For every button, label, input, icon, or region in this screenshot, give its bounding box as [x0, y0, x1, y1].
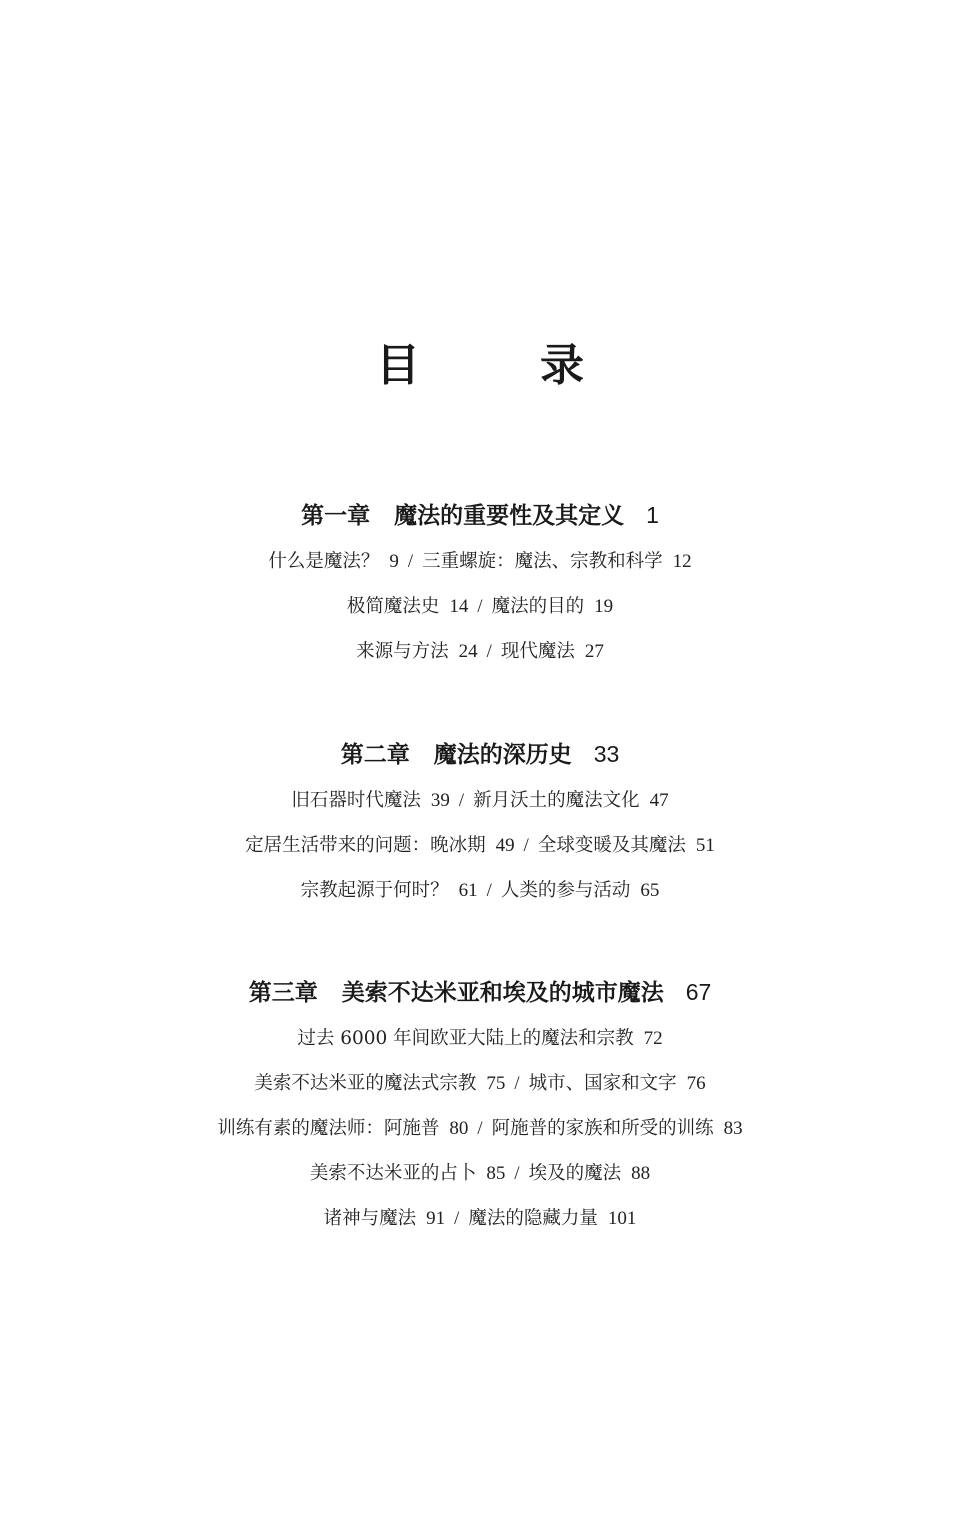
toc-entry-line	[0, 637, 960, 667]
section-page-number: 49	[495, 835, 515, 856]
entry-separator: /	[486, 642, 492, 662]
section-page-number: 51	[695, 835, 715, 856]
toc-entry-line	[0, 876, 960, 906]
section-title: 城市、国家和文字	[528, 1073, 677, 1094]
section-page-number: 9	[389, 551, 399, 572]
section-page-number: 19	[594, 596, 614, 617]
section-title: 阿施普的家族和所受的训练	[491, 1118, 714, 1139]
section-page-number: 61	[458, 880, 478, 901]
section-title: 美索不达米亚的占卜	[309, 1163, 477, 1184]
entry-separator: /	[477, 597, 483, 617]
section-page-number: 80	[449, 1118, 469, 1139]
section-title: 过去 6000 年间欧亚大陆上的魔法和宗教	[297, 1028, 634, 1049]
chapter-3	[0, 976, 960, 1234]
section-title: 美索不达米亚的魔法式宗教	[254, 1073, 477, 1094]
entry-separator: /	[523, 836, 529, 856]
section-title: 宗教起源于何时？	[300, 880, 449, 901]
section-title: 诸神与魔法	[323, 1208, 417, 1229]
toc-entry-line	[0, 831, 960, 861]
section-title: 什么是魔法？	[268, 551, 380, 572]
section-page-number: 24	[458, 641, 478, 662]
section-title: 来源与方法	[356, 641, 449, 662]
section-page-number: 65	[640, 880, 660, 901]
chapter-1	[0, 499, 960, 667]
entry-separator: /	[486, 881, 492, 901]
toc-entry-line	[0, 1114, 960, 1144]
section-page-number: 14	[449, 596, 469, 617]
section-page-number: 85	[486, 1163, 506, 1184]
entry-separator: /	[477, 1119, 483, 1139]
chapter-entries	[0, 1024, 960, 1234]
chapter-number: 第二章	[340, 742, 410, 768]
section-title: 现代魔法	[500, 641, 575, 662]
section-title: 极简魔法史	[346, 596, 440, 617]
section-page-number: 91	[426, 1208, 446, 1229]
section-page-number: 75	[486, 1073, 506, 1094]
section-title: 旧石器时代魔法	[291, 790, 421, 811]
section-title: 魔法的目的	[491, 596, 585, 617]
chapter-page-number: 33	[593, 741, 620, 767]
section-title: 人类的参与活动	[500, 880, 631, 901]
toc-entry-line	[0, 1024, 960, 1054]
section-page-number: 88	[631, 1163, 651, 1184]
section-title: 全球变暖及其魔法	[537, 835, 686, 856]
chapter-heading	[0, 976, 960, 1008]
toc-entry-line	[0, 1204, 960, 1234]
chapter-entries	[0, 786, 960, 906]
section-title: 训练有素的魔法师：阿施普	[217, 1118, 440, 1139]
section-title: 新月沃土的魔法文化	[473, 790, 640, 811]
section-title: 定居生活带来的问题：晚冰期	[245, 835, 486, 856]
chapter-number: 第三章	[248, 980, 318, 1006]
section-page-number: 101	[607, 1208, 637, 1229]
section-title: 三重螺旋：魔法、宗教和科学	[422, 551, 663, 572]
toc-entry-line	[0, 592, 960, 622]
entry-separator: /	[514, 1074, 520, 1094]
chapter-number: 第一章	[301, 503, 371, 529]
chapter-entries	[0, 547, 960, 667]
toc-entry-line	[0, 1069, 960, 1099]
chapter-2	[0, 738, 960, 906]
entry-separator: /	[458, 791, 465, 811]
section-title: 埃及的魔法	[528, 1163, 622, 1184]
section-page-number: 47	[649, 790, 669, 811]
toc-entry-line	[0, 1159, 960, 1189]
chapter-page-number: 67	[685, 979, 712, 1005]
chapter-heading	[0, 499, 960, 531]
section-page-number: 83	[723, 1118, 743, 1139]
toc-entry-line	[0, 786, 960, 816]
entry-separator: /	[407, 552, 414, 572]
entry-separator: /	[514, 1164, 520, 1184]
section-title: 魔法的隐藏力量	[468, 1208, 598, 1229]
entry-separator: /	[454, 1209, 460, 1229]
chapter-page-number: 1	[646, 502, 659, 528]
page-title: 目 录	[376, 340, 622, 391]
section-page-number: 76	[686, 1073, 706, 1094]
section-page-number: 12	[672, 551, 692, 572]
section-page-number: 72	[643, 1028, 663, 1049]
chapter-heading	[0, 738, 960, 770]
section-page-number: 39	[430, 790, 450, 811]
toc-entry-line	[0, 547, 960, 577]
chapter-title: 魔法的重要性及其定义	[394, 503, 625, 529]
chapter-title: 美索不达米亚和埃及的城市魔法	[341, 980, 664, 1006]
section-page-number: 27	[584, 641, 604, 662]
chapter-title: 魔法的深历史	[433, 742, 572, 768]
